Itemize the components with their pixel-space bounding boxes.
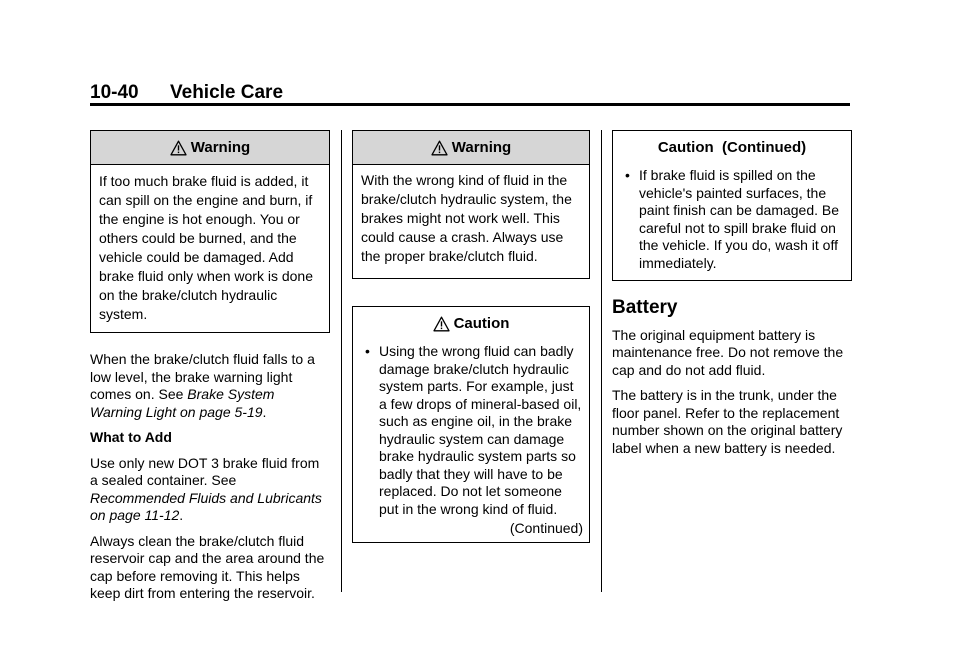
caution-body bbox=[353, 341, 589, 542]
warning-triangle-icon bbox=[431, 140, 448, 156]
page-number: 10-40 bbox=[90, 82, 139, 103]
section-title: Vehicle Care bbox=[170, 82, 284, 103]
warning-box bbox=[352, 130, 590, 279]
warning-triangle-icon bbox=[170, 140, 187, 156]
section-heading-battery: Battery bbox=[612, 297, 678, 318]
caution-continued-box bbox=[612, 130, 852, 281]
warning-body bbox=[353, 165, 589, 278]
warning-text: With the wrong kind of fluid in the brake/clutch hydraulic system, the brakes might not work well. This could cause a crash. Always use the proper brake/clutch fluid. bbox=[361, 172, 572, 264]
caution-continued-header bbox=[613, 131, 851, 165]
caution-list bbox=[623, 167, 845, 272]
list-item: • Using the wrong fluid can badly damage brake/clutch hydraulic system parts. For example, just a few drops of mineral-based oil, such as engine oil, in the brake hydraulic system can damage brake hydraulic system parts so badly that they will have to be replaced. Do not let someone put in the wrong kind of fluid. bbox=[363, 343, 583, 518]
continued-label: (Continued) bbox=[509, 520, 583, 536]
cross-reference-link[interactable]: Recommended Fluids and Lubricants on page 11-12 bbox=[90, 489, 322, 523]
column-1 bbox=[90, 130, 330, 603]
warning-triangle-icon bbox=[433, 316, 450, 332]
caution-box bbox=[352, 306, 590, 543]
paragraph-end: . bbox=[262, 403, 267, 420]
cross-reference-link[interactable]: Brake System Warning Light on page 5-19 bbox=[90, 386, 275, 420]
caution-continued-body bbox=[613, 165, 851, 280]
paragraph-text: When the brake/clutch fluid falls to a low level, the brake warning light comes on. See bbox=[90, 351, 315, 402]
paragraph: The battery is in the trunk, under the floor panel. Refer to the replacement number shown on the original battery label when a new battery is needed. bbox=[612, 387, 843, 456]
page-header bbox=[90, 82, 850, 104]
paragraph bbox=[90, 351, 330, 421]
paragraph: Always clean the brake/clutch fluid reservoir cap and the area around the cap before removing it. This helps keep dirt from entering the reservoir. bbox=[90, 532, 325, 601]
paragraph-text: Use only new DOT 3 brake fluid from a sealed container. See bbox=[90, 454, 320, 488]
header-rule bbox=[90, 103, 850, 106]
warning-title: Warning bbox=[451, 138, 512, 156]
column-divider bbox=[601, 130, 602, 592]
paragraph bbox=[90, 455, 330, 525]
caution-continued-title: Caution (Continued) bbox=[657, 139, 807, 157]
caution-header bbox=[353, 307, 589, 341]
warning-box bbox=[90, 130, 330, 333]
caution-title: Caution bbox=[453, 315, 510, 333]
warning-body bbox=[91, 165, 329, 332]
subheading-what-to-add: What to Add bbox=[90, 429, 172, 445]
warning-header bbox=[91, 131, 329, 165]
caution-list bbox=[363, 343, 583, 518]
column-3 bbox=[612, 130, 852, 457]
paragraph-end: . bbox=[179, 507, 184, 523]
warning-header bbox=[353, 131, 589, 165]
list-item: • If brake fluid is spilled on the vehicle's painted surfaces, the paint finish can be damaged. Be careful not to spill brake fluid on the vehicle. If you do, wash it off immediately. bbox=[623, 167, 845, 272]
warning-text: If too much brake fluid is added, it can spill on the engine and burn, if the engine is hot enough. You or others could be burned, and the vehicle could be damaged. Add brake fluid only when work is done on the brake/clutch hydraulic system. bbox=[99, 173, 314, 322]
column-divider bbox=[341, 130, 342, 592]
warning-title: Warning bbox=[190, 138, 251, 156]
paragraph: The original equipment battery is maintenance free. Do not remove the cap and do not add fluid. bbox=[612, 326, 844, 378]
column-2 bbox=[352, 130, 590, 543]
